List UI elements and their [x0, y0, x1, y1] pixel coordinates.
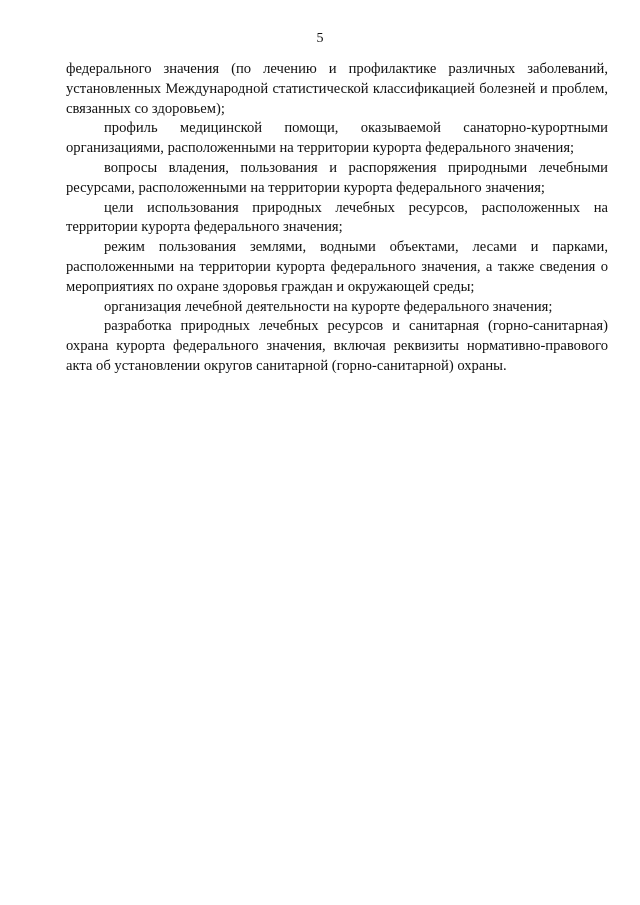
paragraph-medical-care-profile: профиль медицинской помощи, оказываемой санаторно-курортными организациями, расположенными на территории курорта федерального значения;	[66, 120, 608, 157]
paragraph-medical-activity: организация лечебной деятельности на курорте федерального значения;	[104, 298, 553, 315]
document-body	[66, 60, 608, 377]
paragraph-continuation: федерального значения (по лечению и профилактике различных заболеваний, установленных Международной статистической классификацией болезней и проблем, связанных со здоровьем);	[66, 61, 608, 117]
page-number: 5	[316, 31, 324, 46]
paragraph-resource-use-goals: цели использования природных лечебных ресурсов, расположенных на территории курорта федерального значения;	[66, 199, 608, 236]
paragraph-resource-development: разработка природных лечебных ресурсов и санитарная (горно-санитарная) охрана курорта федерального значения, включая реквизиты нормативно-правового акта об установлении округов санитарной (горно-санитарной) охраны.	[66, 318, 608, 374]
paragraph-resource-ownership: вопросы владения, пользования и распоряжения природными лечебными ресурсами, расположенными на территории курорта федерального значения;	[66, 159, 608, 196]
paragraph-land-use-regime: режим пользования землями, водными объектами, лесами и парками, расположенными на территории курорта федерального значения, а также сведения о мероприятиях по охране здоровья граждан и окружающей среды;	[66, 239, 608, 295]
